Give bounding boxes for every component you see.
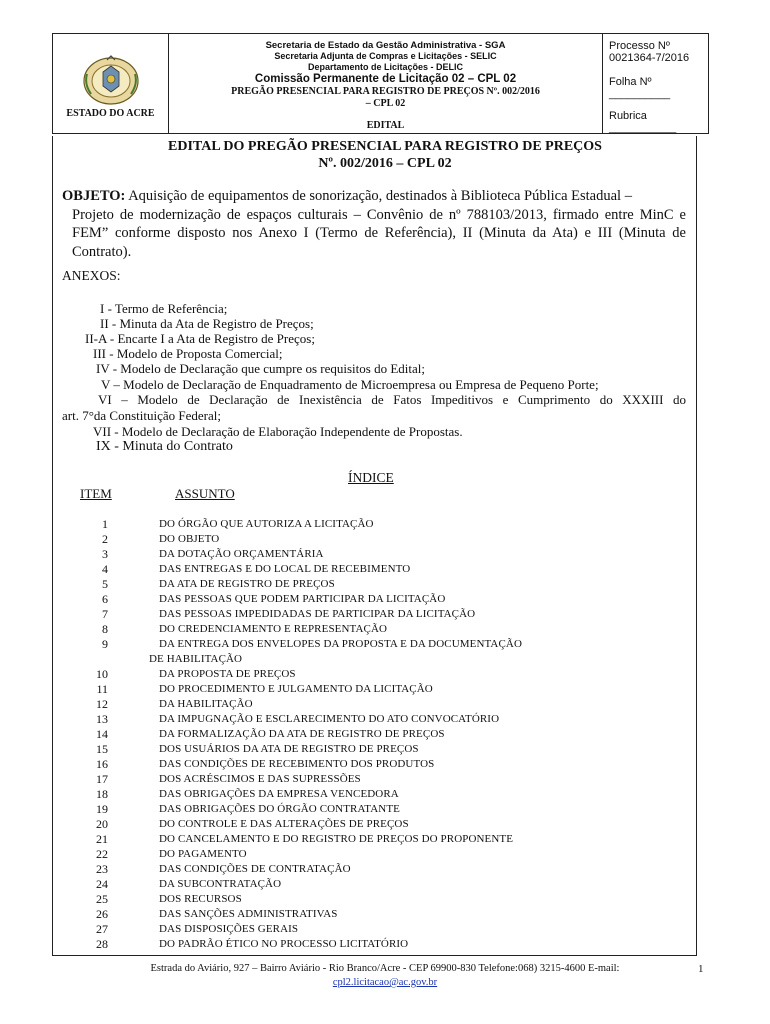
anexo-item: V – Modelo de Declaração de Enquadramento de Microempresa ou Empresa de Pequeno Porte; [101,377,599,392]
anexos-heading: ANEXOS: [62,268,121,283]
objeto-text-rest: Projeto de modernização de espaços culturais – Convênio de nº 788103/2013, firmado entre MinC e FEM” conforme disposto nos Anexo I (Termo de Referência), II (Minuta da Ata) e III (Minuta de Contrato). [72,206,686,260]
indice-row-number: 26 [96,907,108,921]
header-logo-cell [53,34,169,133]
indice-row-number: 13 [96,712,108,726]
indice-row-subject: DO ÓRGÃO QUE AUTORIZA A LICITAÇÃO [159,518,374,530]
footer-email-link[interactable]: cpl2.licitacao@ac.gov.br [332,977,438,988]
indice-row-number: 12 [96,697,108,711]
indice-row-number: 9 [102,637,108,651]
departamento-line: Departamento de Licitações - DELIC [307,62,464,72]
indice-row-subject: DA PROPOSTA DE PREÇOS [159,668,296,680]
document-title: EDITAL DO PREGÃO PRESENCIAL PARA REGISTRO DE PREÇOS [168,139,602,154]
footer-address: Estrada do Aviário, 927 – Bairro Aviário - Rio Branco/Acre - CEP 69900-830 Telefone:068) 3215-4600 E-mail: [150,963,620,974]
indice-row-number: 5 [102,577,108,591]
indice-row-number: 24 [96,877,108,891]
indice-row-number: 27 [96,922,108,936]
indice-row-subject: DAS ENTREGAS E DO LOCAL DE RECEBIMENTO [159,563,411,575]
indice-row-subject: DOS USUÁRIOS DA ATA DE REGISTRO DE PREÇOS [159,743,419,755]
cpl-line: – CPL 02 [365,98,406,109]
comissao-line: Comissão Permanente de Licitação 02 – CPL 02 [254,73,517,85]
indice-row-subject: DAS DISPOSIÇÕES GERAIS [159,923,299,935]
indice-row-subject: DAS CONDIÇÕES DE CONTRATAÇÃO [159,863,351,875]
anexo-item: III - Modelo de Proposta Comercial; [93,346,283,361]
assunto-column-header: ASSUNTO [175,486,235,501]
indice-row-subject: DAS PESSOAS QUE PODEM PARTICIPAR DA LICITAÇÃO [159,593,446,605]
indice-row-subject: DO PAGAMENTO [159,848,247,860]
indice-row-subject: DO CREDENCIAMENTO E REPRESENTAÇÃO [159,623,388,635]
indice-row-number: 25 [96,892,108,906]
anexo-item: VI – Modelo de Declaração de Inexistência de Fatos Impeditivos e Cumprimento do XXXIII do [98,392,686,407]
objeto-label: OBJETO: [62,188,126,204]
indice-row-number: 19 [96,802,108,816]
secretaria-line: Secretaria de Estado da Gestão Administrativa - SGA [265,40,506,51]
indice-row-subject: DA FORMALIZAÇÃO DA ATA DE REGISTRO DE PREÇOS [159,728,445,740]
folha-field: Folha Nº __________ [609,76,671,100]
indice-row-number: 10 [96,667,108,681]
indice-row-number: 7 [102,607,108,621]
state-seal-icon [81,54,141,106]
anexo-item: I - Termo de Referência; [100,301,228,316]
indice-row-number: 23 [96,862,108,876]
indice-row-subject: DOS ACRÉSCIMOS E DAS SUPRESSÕES [159,773,361,785]
document-header [52,33,709,134]
indice-row-number: 15 [96,742,108,756]
anexo-item: IV - Modelo de Declaração que cumpre os requisitos do Edital; [96,361,425,376]
indice-row-number: 18 [96,787,108,801]
item-column-header: ITEM [80,486,112,501]
indice-row-subject: DO PROCEDIMENTO E JULGAMENTO DA LICITAÇÃO [159,683,433,695]
indice-row-subject: DAS OBRIGAÇÕES DO ÓRGÃO CONTRATANTE [159,803,400,815]
secretaria-adjunta-line: Secretaria Adjunta de Compras e Licitações - SELIC [274,51,497,61]
indice-row-subject: DO OBJETO [159,533,220,545]
rubrica-field: Rubrica ___________ [609,110,677,134]
anexo-item: VII - Modelo de Declaração de Elaboração Independente de Propostas. [93,424,463,439]
indice-row-subject: DE HABILITAÇÃO [149,653,243,665]
indice-row-subject: DO PADRÃO ÉTICO NO PROCESSO LICITATÓRIO [159,938,409,950]
indice-row-number: 20 [96,817,108,831]
indice-row-subject: DAS OBRIGAÇÕES DA EMPRESA VENCEDORA [159,788,399,800]
indice-row-subject: DO CONTROLE E DAS ALTERAÇÕES DE PREÇOS [159,818,409,830]
indice-row-subject: DO CANCELAMENTO E DO REGISTRO DE PREÇOS DO PROPONENTE [159,833,514,845]
state-label: ESTADO DO ACRE [66,108,155,119]
indice-row-subject: DA DOTAÇÃO ORÇAMENTÁRIA [159,548,324,560]
pregao-line: PREGÃO PRESENCIAL PARA REGISTRO DE PREÇOS Nº. 002/2016 [231,86,540,97]
objeto-text-first: Aquisição de equipamentos de sonorização, destinados à Biblioteca Pública Estadual – [125,188,632,204]
anexo-item: IX - Minuta do Contrato [96,439,233,454]
objeto-paragraph [62,187,686,261]
indice-row-number: 6 [102,592,108,606]
indice-row-number: 17 [96,772,108,786]
indice-row-subject: DAS SANÇÕES ADMINISTRATIVAS [159,908,338,920]
indice-row-number: 2 [102,532,108,546]
indice-row-subject: DA HABILITAÇÃO [159,698,253,710]
indice-row-subject: DA SUBCONTRATAÇÃO [159,878,282,890]
indice-row-subject: DA ENTREGA DOS ENVELOPES DA PROPOSTA E DA DOCUMENTAÇÃO [159,638,523,650]
header-process-cell [603,34,708,133]
indice-row-number: 16 [96,757,108,771]
edital-label: EDITAL [366,120,405,131]
anexo-item: II - Minuta da Ata de Registro de Preços; [100,316,314,331]
page-number: 1 [698,963,704,975]
indice-row-subject: DAS PESSOAS IMPEDIDADAS DE PARTICIPAR DA LICITAÇÃO [159,608,476,620]
indice-row-number: 28 [96,937,108,951]
indice-row-number: 21 [96,832,108,846]
indice-row-number: 14 [96,727,108,741]
indice-row-subject: DAS CONDIÇÕES DE RECEBIMENTO DOS PRODUTOS [159,758,435,770]
indice-row-subject: DA IMPUGNAÇÃO E ESCLARECIMENTO DO ATO CONVOCATÓRIO [159,713,500,725]
indice-heading: ÍNDICE [348,470,394,485]
document-subtitle: Nº. 002/2016 – CPL 02 [318,156,452,171]
processo-number: Processo Nº 0021364-7/2016 [609,40,690,64]
indice-row-number: 1 [102,517,108,531]
indice-row-number: 8 [102,622,108,636]
indice-row-number: 4 [102,562,108,576]
indice-row-number: 22 [96,847,108,861]
anexo-item: II-A - Encarte I a Ata de Registro de Preços; [85,331,315,346]
indice-row-subject: DOS RECURSOS [159,893,242,905]
indice-row-subject: DA ATA DE REGISTRO DE PREÇOS [159,578,335,590]
anexo-item: art. 7°da Constituição Federal; [62,408,221,423]
header-title-cell [169,34,603,133]
indice-row-number: 3 [102,547,108,561]
indice-row-number: 11 [96,682,108,696]
